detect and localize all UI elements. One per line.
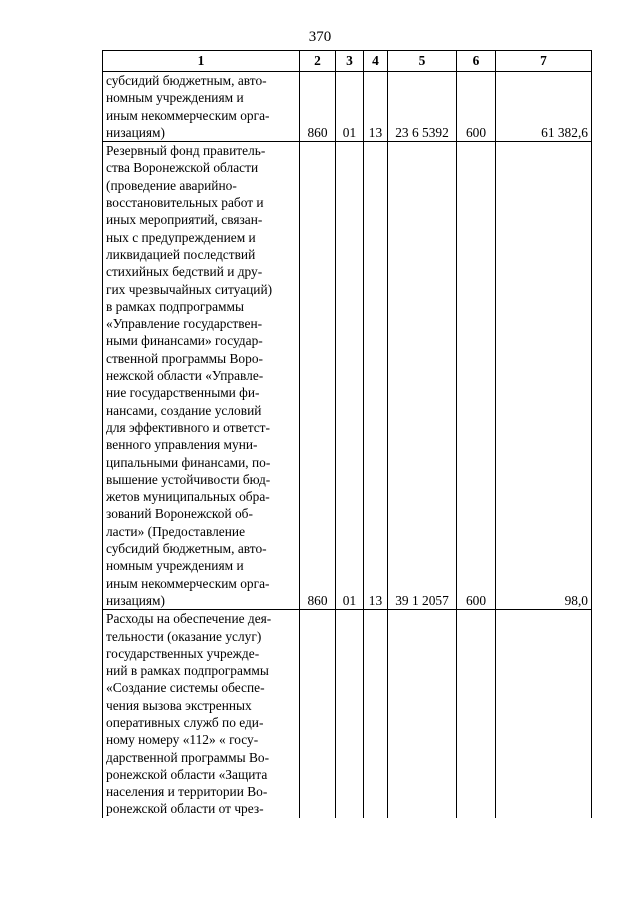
- row-description: [103, 72, 300, 142]
- target-article-code: 39 1 2057: [388, 142, 457, 610]
- header-col-7: 7: [496, 51, 592, 72]
- section-code: 01: [336, 142, 364, 610]
- subsection-code: 13: [364, 142, 388, 610]
- target-article-code: [388, 610, 457, 818]
- table-header-row: [103, 51, 592, 72]
- amount-value: 98,0: [496, 142, 592, 610]
- subsection-code: [364, 610, 388, 818]
- header-col-6: 6: [457, 51, 496, 72]
- header-col-3: 3: [336, 51, 364, 72]
- budget-table: [102, 50, 592, 818]
- ministry-code: 860: [300, 72, 336, 142]
- amount-value: 61 382,6: [496, 72, 592, 142]
- section-code: [336, 610, 364, 818]
- amount-value: [496, 610, 592, 818]
- section-code: 01: [336, 72, 364, 142]
- row-description: [103, 142, 300, 610]
- header-col-4: 4: [364, 51, 388, 72]
- table-row: [103, 142, 592, 610]
- header-col-2: 2: [300, 51, 336, 72]
- header-col-5: 5: [388, 51, 457, 72]
- description-text: Расходы на обеспечение дея- тельности (оказание услуг) государственных учрежде- ний в рамках подпрограммы «Создание системы обеспе- чения вызова экстренных оперативных служб по еди- ному номеру «112» « госу- дарственной программы Во- ронежской области «Защита населения и территории Во- ронежской области от чрез-: [106, 611, 272, 817]
- expense-type-code: 600: [457, 72, 496, 142]
- page-number: 370: [308, 29, 332, 45]
- target-article-code: 23 6 5392: [388, 72, 457, 142]
- table-row: [103, 72, 592, 142]
- header-col-1: 1: [103, 51, 300, 72]
- expense-type-code: [457, 610, 496, 818]
- row-description: [103, 610, 300, 818]
- description-text: Резервный фонд правитель- ства Воронежской области (проведение аварийно- восстановительных работ и иных мероприятий, связан- ных с предупреждением и ликвидацией последствий стихийных бедствий и дру- гих чрезвычайных ситуаций) в рамках подпрограммы «Управление государствен- ными финансами» государ- ственной программы Воро- нежской области «Управле- ние государственными фи- нансами, создание условий для эффективного и ответст- венного управления муни- ципальными финансами, по- вышение устойчивости бюд- жетов муниципальных обра- зований Воронежской об- ласти» (Предоставление субсидий бюджетным, авто- номным учреждениям и иным некоммерческим орга- низациям): [106, 143, 273, 608]
- ministry-code: 860: [300, 142, 336, 610]
- ministry-code: [300, 610, 336, 818]
- expense-type-code: 600: [457, 142, 496, 610]
- description-text: субсидий бюджетным, авто- номным учреждениям и иным некоммерческим орга- низациям): [106, 73, 270, 140]
- subsection-code: 13: [364, 72, 388, 142]
- table-row: [103, 610, 592, 818]
